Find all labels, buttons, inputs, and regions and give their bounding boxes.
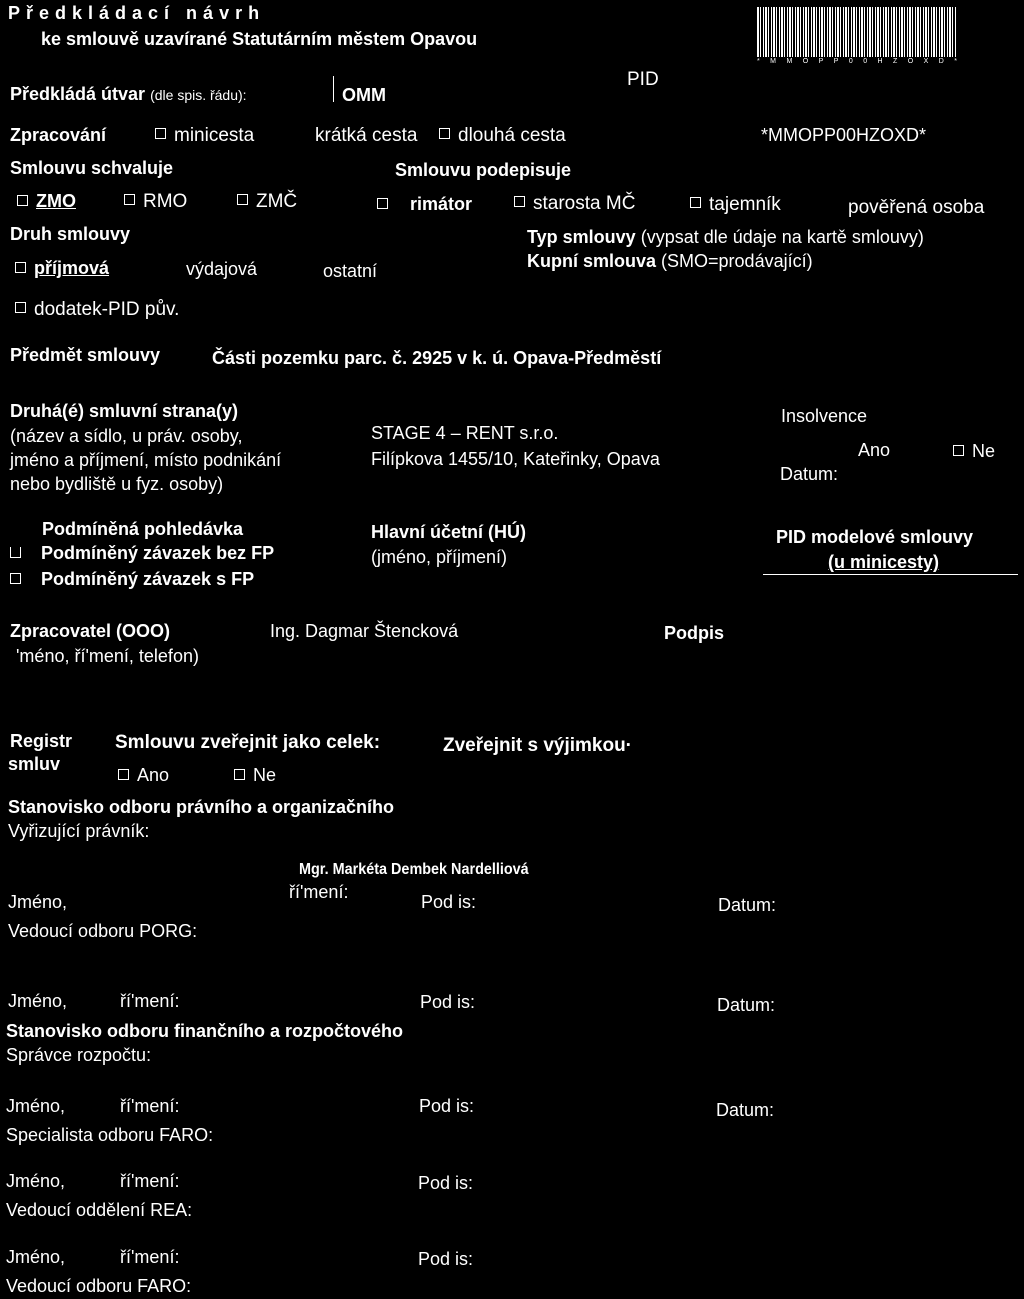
name-label: Jméno, — [6, 1096, 66, 1116]
finance-heading: Stanovisko odboru finančního a rozpočtového — [6, 1021, 404, 1041]
date-label: Datum: — [716, 1100, 775, 1120]
pid-label: PID — [627, 69, 659, 90]
checkbox-icon[interactable] — [690, 197, 701, 208]
kind-other[interactable]: ostatní — [323, 261, 378, 281]
signing-delegate[interactable]: pověřená osoba — [848, 197, 985, 218]
lawyer-name: Mgr. Markéta Dembek Nardelliová — [299, 861, 529, 878]
party-desc: jméno a příjmení, místo podnikání — [10, 450, 282, 470]
surname-label: ří'mení: — [289, 882, 349, 902]
unit-label: Předkládá útvar (dle spis. řádu): — [10, 84, 247, 104]
checkbox-icon[interactable] — [17, 195, 28, 206]
processor-label: Zpracovatel (OOO) — [10, 621, 171, 641]
name-label: Jméno, — [8, 892, 68, 912]
sign-label: Pod is: — [418, 1249, 474, 1269]
checkbox-icon[interactable] — [377, 198, 388, 209]
checkbox-icon[interactable] — [237, 194, 248, 205]
checkbox-icon[interactable] — [514, 196, 525, 207]
sign-label: Pod is: — [421, 892, 477, 912]
budget-admin-label: Správce rozpočtu: — [6, 1045, 152, 1065]
registry-label: smluv — [8, 754, 61, 774]
processing-long[interactable]: dlouhá cesta — [439, 126, 566, 145]
party-label: Druhá(é) smluvní strana(y) — [10, 401, 239, 421]
barcode-image — [757, 7, 957, 57]
publish-no[interactable]: Ne — [234, 766, 276, 784]
accountant-label: Hlavní účetní (HÚ) — [371, 522, 527, 542]
form-title: Předkládací návrh — [8, 3, 266, 23]
name-label: Jméno, — [6, 1171, 66, 1191]
sign-label: Pod is: — [420, 992, 476, 1012]
approval-label: Smlouvu schvaluje — [10, 158, 174, 178]
divider — [333, 76, 334, 102]
party-desc: nebo bydliště u fyz. osoby) — [10, 474, 224, 494]
processing-short[interactable]: krátká cesta — [315, 125, 418, 146]
form-subtitle: ke smlouvě uzavírané Statutárním městem Opavou — [41, 29, 478, 49]
accountant-note: (jméno, příjmení) — [371, 547, 508, 567]
publish-whole-label: Smlouvu zveřejnit jako celek: — [115, 732, 381, 753]
surname-label: ří'mení: — [120, 991, 180, 1011]
faro-head-label: Vedoucí odboru FARO: — [6, 1276, 192, 1296]
date-label: Datum: — [717, 995, 776, 1015]
party-name: STAGE 4 – RENT s.r.o. — [371, 423, 559, 443]
party-address: Filípkova 1455/10, Kateřinky, Opava — [371, 449, 660, 469]
date-label: Datum: — [718, 895, 777, 915]
processing-minicesta[interactable]: minicesta — [155, 126, 254, 145]
sign-label: Pod is: — [418, 1173, 474, 1193]
processor-note: 'méno, ří'mení, telefon) — [16, 646, 199, 666]
processor-sign-label: Podpis — [664, 623, 725, 643]
insolvency-label: Insolvence — [781, 406, 868, 426]
sign-label: Pod is: — [419, 1096, 475, 1116]
model-pid-note: (u minicesty) — [828, 552, 940, 572]
divider — [763, 574, 1018, 575]
surname-label: ří'mení: — [120, 1096, 180, 1116]
insolvency-no[interactable]: Ne — [953, 442, 995, 460]
legal-heading: Stanovisko odboru právního a organizačního — [8, 797, 395, 817]
kind-income[interactable]: příjmová — [15, 259, 109, 277]
faro-specialist-label: Specialista odboru FARO: — [6, 1125, 214, 1145]
insolvency-date-label: Datum: — [780, 464, 839, 484]
registry-label: Registr — [10, 731, 73, 751]
checkbox-icon[interactable] — [439, 128, 450, 139]
barcode-text: *MMOPP00HZOXD* — [761, 125, 927, 145]
checkbox-icon[interactable] — [118, 769, 129, 780]
approval-zmc[interactable]: ZMČ — [237, 192, 297, 211]
kind-expense[interactable]: výdajová — [186, 259, 258, 279]
receivable-item[interactable]: Podmíněný závazek s FP — [10, 570, 254, 588]
porg-head-label: Vedoucí odboru PORG: — [8, 921, 198, 941]
kind-addendum[interactable]: dodatek-PID pův. — [15, 300, 179, 319]
barcode-caption: * M M O P P 0 0 H Z O X D * — [757, 58, 957, 65]
receivable-item[interactable]: Podmíněný závazek bez FP — [10, 544, 274, 562]
insolvency-yes[interactable]: Ano — [858, 440, 891, 460]
signing-label: Smlouvu podepisuje — [395, 160, 572, 180]
publish-except-label: Zveřejnit s výjimkou· — [443, 735, 633, 756]
contract-type-value: Kupní smlouva (SMO=prodávající) — [527, 251, 813, 271]
name-label: Jméno, — [8, 991, 68, 1011]
contract-kind-label: Druh smlouvy — [10, 224, 131, 244]
checkbox-icon[interactable] — [124, 194, 135, 205]
party-desc: (název a sídlo, u práv. osoby, — [10, 426, 243, 446]
publish-yes[interactable]: Ano — [118, 766, 169, 784]
model-pid-label: PID modelové smlouvy — [776, 527, 974, 547]
processor-value: Ing. Dagmar Štencková — [270, 621, 459, 641]
processing-label: Zpracování — [10, 125, 107, 145]
checkbox-icon[interactable] — [10, 547, 21, 558]
approval-zmo[interactable]: ZMO — [17, 192, 76, 210]
approval-rmo[interactable]: RMO — [124, 192, 187, 211]
contract-type-label: Typ smlouvy (vypsat dle údaje na kartě smlouvy) — [527, 227, 924, 247]
surname-label: ří'mení: — [120, 1171, 180, 1191]
checkbox-icon[interactable] — [953, 445, 964, 456]
signing-tajemnik[interactable]: tajemník — [690, 195, 781, 214]
checkbox-icon[interactable] — [234, 769, 245, 780]
checkbox-icon[interactable] — [15, 262, 26, 273]
subject-value: Části pozemku parc. č. 2925 v k. ú. Opava-Předměstí — [212, 348, 662, 368]
receivable-item[interactable]: Podmíněná pohledávka — [42, 519, 244, 539]
signing-starosta[interactable]: starosta MČ — [514, 194, 635, 213]
unit-value: OMM — [342, 85, 386, 105]
legal-handler-label: Vyřizující právník: — [8, 821, 150, 841]
rea-head-label: Vedoucí oddělení REA: — [6, 1200, 193, 1220]
subject-label: Předmět smlouvy — [10, 345, 161, 365]
surname-label: ří'mení: — [120, 1247, 180, 1267]
checkbox-icon[interactable] — [15, 302, 26, 313]
checkbox-icon[interactable] — [10, 573, 21, 584]
checkbox-icon[interactable] — [155, 128, 166, 139]
name-label: Jméno, — [6, 1247, 66, 1267]
signing-mayor[interactable]: rimátor — [377, 195, 472, 213]
